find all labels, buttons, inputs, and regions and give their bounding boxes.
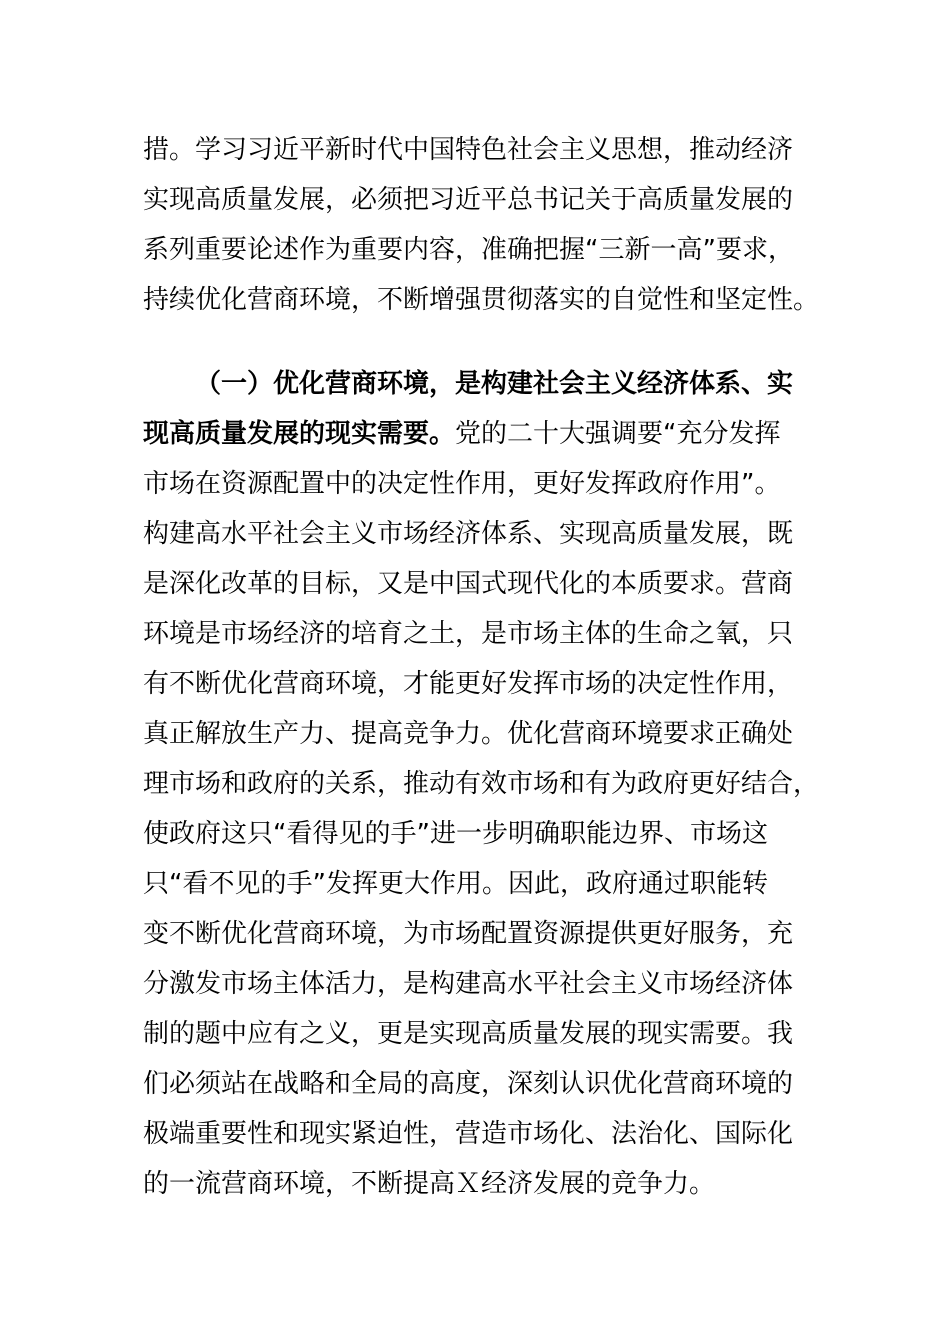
paragraph-line: 有不断优化营商环境，才能更好发挥市场的决定性作用， [143,669,794,699]
paragraph-line: 极端重要性和现实紧迫性，营造市场化、法治化、国际化 [143,1119,794,1149]
paragraph-line: 真正解放生产力、提高竞争力。优化营商环境要求正确处 [143,719,794,749]
paragraph-line-mixed [143,417,781,451]
paragraph-line: 措。学习习近平新时代中国特色社会主义思想，推动经济 [143,135,794,165]
paragraph-line: 市场在资源配置中的决定性作用，更好发挥政府作用”。 [143,469,781,499]
paragraph-line: 变不断优化营商环境，为市场配置资源提供更好服务，充 [143,919,794,949]
paragraph-line: 只“看不见的手”发挥更大作用。因此，政府通过职能转 [143,869,768,899]
paragraph-line: 构建高水平社会主义市场经济体系、实现高质量发展，既 [143,519,794,549]
paragraph-line: 实现高质量发展，必须把习近平总书记关于高质量发展的 [143,185,794,215]
paragraph-line: 的一流营商环境，不断提高Ｘ经济发展的竞争力。 [143,1169,716,1199]
section-heading: （一）优化营商环境，是构建社会主义经济体系、实 [195,369,794,399]
paragraph-line: 分激发市场主体活力，是构建高水平社会主义市场经济体 [143,969,794,999]
paragraph-line: 使政府这只“看得见的手”进一步明确职能边界、市场这 [143,819,768,849]
paragraph-line: 是深化改革的目标，又是中国式现代化的本质要求。营商 [143,569,794,599]
paragraph-line: 持续优化营商环境，不断增强贯彻落实的自觉性和坚定性。 [143,285,820,315]
section-heading-continued: 现高质量发展的现实需要。 [143,419,456,449]
paragraph-line: 系列重要论述作为重要内容，准确把握“三新一高”要求， [143,235,794,265]
paragraph-line: 们必须站在战略和全局的高度，深刻认识优化营商环境的 [143,1069,794,1099]
paragraph-line: 理市场和政府的关系，推动有效市场和有为政府更好结合， [143,769,820,799]
paragraph-text: 党的二十大强调要“充分发挥 [455,419,781,449]
paragraph-line: 环境是市场经济的培育之土，是市场主体的生命之氧，只 [143,619,794,649]
paragraph-line: 制的题中应有之义，更是实现高质量发展的现实需要。我 [143,1019,794,1049]
